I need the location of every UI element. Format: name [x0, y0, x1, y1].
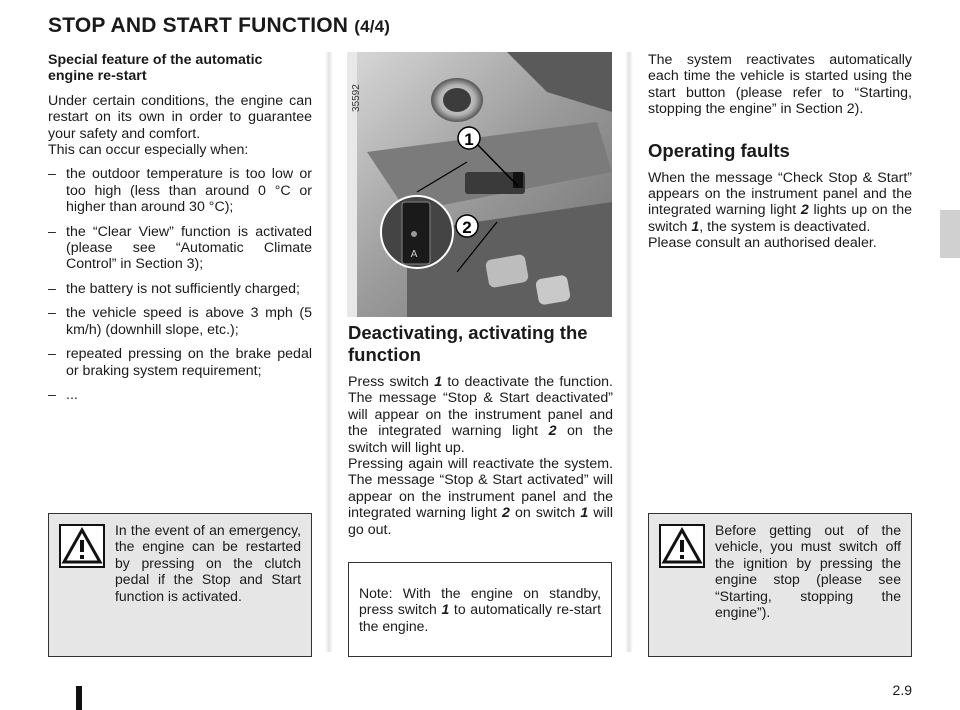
paragraph: When the message “Check Stop & Start” appears on the instrument panel and the integrated warning light 2 lights up on the switch 1, the system is deactivated. — [648, 169, 913, 235]
callout-2: 2 — [462, 218, 472, 237]
column-right — [648, 52, 912, 260]
list-item: – the “Clear View” function is activated (please see “Automatic Climate Control” in Section 3); — [48, 223, 312, 273]
note-text: Note: With the engine on standby, press switch 1 to automatically re-start the engine. — [359, 585, 601, 634]
warning-box-left — [48, 513, 312, 657]
paragraph: The system reactivates automatically each time the vehicle is started using the start button (please refer to “Starting, stopping the engine” in Section 2). — [648, 52, 912, 118]
column-divider — [625, 52, 633, 652]
list-item: – the battery is not sufficiently charged; — [48, 280, 300, 297]
list-item: – ... — [48, 386, 78, 403]
section-heading: Deactivating, activating the function — [348, 322, 588, 365]
bullet-list — [48, 166, 312, 403]
section-subhead: Special feature of the automatic engine re-start — [48, 52, 263, 85]
page-title — [48, 14, 390, 38]
list-item: – the vehicle speed is above 3 mph (5 km/h) (downhill slope, etc.); — [48, 305, 312, 338]
title-text: STOP AND START FUNCTION — [48, 14, 349, 37]
paragraph: Press switch 1 to deactivate the function. The message “Stop & Start deactivated” will appear on the instrument panel and the integrated warning light 2 on the switch will light up. — [348, 374, 613, 456]
warning-triangle-icon — [59, 524, 105, 568]
column-middle — [348, 322, 613, 546]
warning-triangle-icon — [659, 524, 705, 568]
paragraph: Pressing again will reactivate the system. The message “Stop & Start activated” will appear on the instrument panel and the integrated warning light 2 on switch 1 will go out. — [348, 456, 613, 538]
svg-text:A: A — [410, 249, 418, 260]
column-left — [48, 52, 312, 411]
list-item: – repeated pressing on the brake pedal or braking system requirement; — [48, 346, 312, 379]
warning-text: In the event of an emergency, the engine can be restarted by pressing on the clutch pedal if the Stop and Start function is activated. — [115, 522, 301, 604]
title-suffix: (4/4) — [354, 17, 391, 36]
callout-1: 1 — [464, 130, 474, 149]
paragraph: Under certain conditions, the engine can restart on its own in order to guarantee your safety and comfort. — [48, 92, 312, 142]
section-heading: Operating faults — [648, 139, 790, 161]
section-tab — [940, 210, 960, 258]
warning-box-right — [648, 513, 912, 657]
paragraph: This can occur especially when: — [48, 142, 249, 159]
edge-marker — [76, 686, 82, 710]
photo-ref-number: 35592 — [351, 84, 362, 112]
dashboard-photo — [347, 52, 612, 317]
page-number: 2.9 — [892, 682, 912, 698]
dashboard-illustration — [347, 52, 612, 317]
column-divider — [325, 52, 333, 652]
list-item: – the outdoor temperature is too low or too high (less than around 0 °C or higher than around 30 °C); — [48, 166, 312, 216]
note-box — [348, 562, 612, 657]
warning-text: Before getting out of the vehicle, you must switch off the ignition by pressing the engine stop (please see “Starting, stopping the engine”). — [715, 522, 901, 621]
paragraph: Please consult an authorised dealer. — [648, 235, 877, 252]
